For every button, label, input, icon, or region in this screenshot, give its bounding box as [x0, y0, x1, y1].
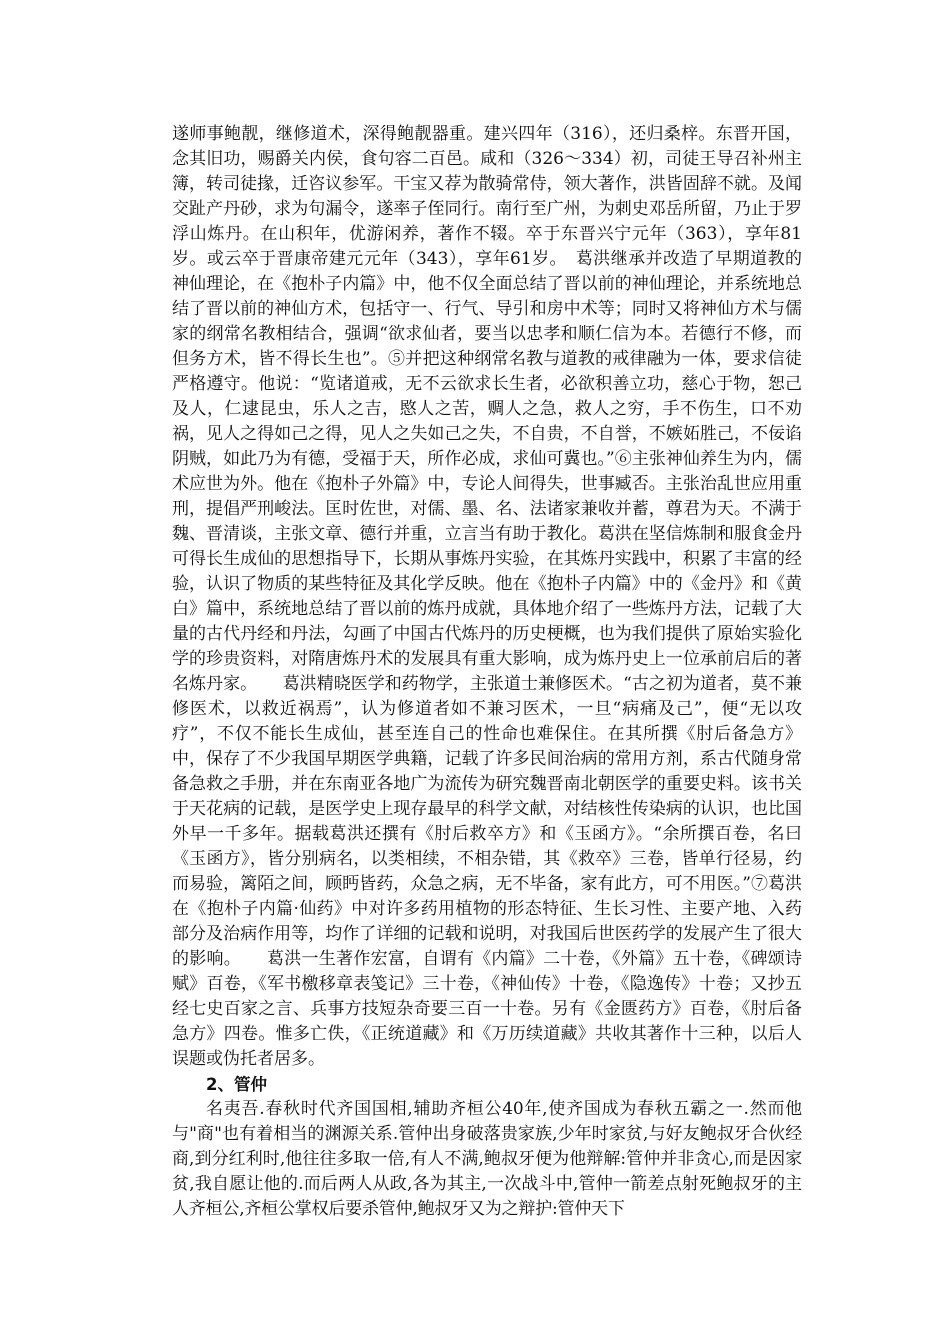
body-paragraph-gehong: 遂师事鲍靓，继修道术，深得鲍靓器重。建兴四年（316），还归桑梓。东晋开国，念其旧功，赐爵关内侯，食句容二百邑。咸和（326～334）初，司徒王导召补州主簿，转司徒掾，迁咨议参军。干宝又荐为散骑常侍，领大著作，洪皆固辞不就。及闻交趾产丹砂，求为句漏令，遂率子侄同行。南行至广州，为刺史邓岳所留，乃止于罗浮山炼丹。在山积年，优游闲养，著作不辍。卒于东晋兴宁元年（363），享年81岁。或云卒于晋康帝建元元年（343），享年61岁。 葛洪继承并改造了早期道教的神仙理论，在《抱朴子内篇》中，他不仅全面总结了晋以前的神仙理论，并系统地总结了晋以前的神仙方术，包括守一、行气、导引和房中术等；同时又将神仙方术与儒家的纲常名教相结合，强调“欲求仙者，要当以忠孝和顺仁信为本。若德行不修，而但务方术，皆不得长生也”。⑤并把这种纲常名教与道教的戒律融为一体，要求信徒严格遵守。他说：“览诸道戒，无不云欲求长生者，必欲积善立功，慈心于物，恕己及人，仁逮昆虫，乐人之吉，愍人之苦，赒人之急，救人之穷，手不伤生，口不劝祸，见人之得如己之得，见人之失如己之失，不自贵，不自誉，不嫉妬胜己，不佞谄阴贼，如此乃为有德，受福于天，所作必成，求仙可冀也。”⑥主张神仙养生为内，儒术应世为外。他在《抱朴子外篇》中，专论人间得失，世事臧否。主张治乱世应用重刑，提倡严刑峻法。匡时佐世，对儒、墨、名、法诸家兼收并蓄，尊君为天。不满于魏、晋清谈，主张文章、德行并重，立言当有助于教化。葛洪在坚信炼制和服食金丹可得长生成仙的思想指导下，长期从事炼丹实验，在其炼丹实践中，积累了丰富的经验，认识了物质的某些特征及其化学反映。他在《抱朴子内篇》中的《金丹》和《黄白》篇中，系统地总结了晋以前的炼丹成就，具体地介绍了一些炼丹方法，记载了大量的古代丹经和丹法，勾画了中国古代炼丹的历史梗概，也为我们提供了原始实验化学的珍贵资料，对隋唐炼丹术的发展具有重大影响，成为炼丹史上一位承前启后的著名炼丹家。 葛洪精晓医学和药物学，主张道士兼修医术。“古之初为道者，莫不兼修医术，以救近祸焉”，认为修道者如不兼习医术，一旦“病痛及己”，便“无以攻疗”，不仅不能长生成仙，甚至连自己的性命也难保住。在其所撰《肘后备急方》中，保存了不少我国早期医学典籍，记载了许多民间治病的常用方剂，系古代随身常备急救之手册，并在东南亚各地广为流传为研究魏晋南北朝医学的重要史料。该书关于天花病的记载，是医学史上现存最早的科学文献，对结核性传染病的认识，也比国外早一千多年。据载葛洪还撰有《肘后救卒方》和《玉函方》。“余所撰百卷，名曰《玉函方》，皆分别病名，以类相续，不相杂错，其《救卒》三卷，皆单行径易，约而易验，篱陌之间，顾眄皆药，众急之病，无不毕备，家有此方，可不用医。”⑦葛洪在《抱朴子内篇·仙药》中对许多药用植物的形态特征、生长习性、主要产地、入药部分及治病作用等，均作了详细的记载和说明，对我国后世医药学的发展产生了很大的影响。 葛洪一生著作宏富，自谓有《内篇》二十卷，《外篇》五十卷，《碑颂诗赋》百卷，《军书檄移章表笺记》三十卷，《神仙传》十卷，《隐逸传》十卷；又抄五经七史百家之言、兵事方技短杂奇要三百一十卷。另有《金匮药方》百卷，《肘后备急方》四卷。惟多亡佚，《正统道藏》和《万历续道藏》共收其著作十三种，以后人误题或伪托者居多。 — [172, 124, 802, 1069]
body-paragraph-guanzhong: 名夷吾.春秋时代齐国国相,辅助齐桓公40年,使齐国成为春秋五霸之一.然而他与"商"也有着相当的渊源关系.管仲出身破落贵家族,少年时家贫,与好友鲍叔牙合伙经商,到分红利时,他往往多取一倍,有人不满,鲍叔牙便为他辩解:管仲并非贪心,而是因家贫,我自愿让他的.而后两人从政,各为其主,一次战斗中,管仲一箭差点射死鲍叔牙的主人齐桓公,齐桓公掌权后要杀管仲,鲍叔牙又为之辩护:管仲天下 — [172, 1099, 802, 1219]
section-heading-guanzhong: 2、管仲 — [206, 1075, 267, 1094]
text-block — [172, 122, 802, 1222]
